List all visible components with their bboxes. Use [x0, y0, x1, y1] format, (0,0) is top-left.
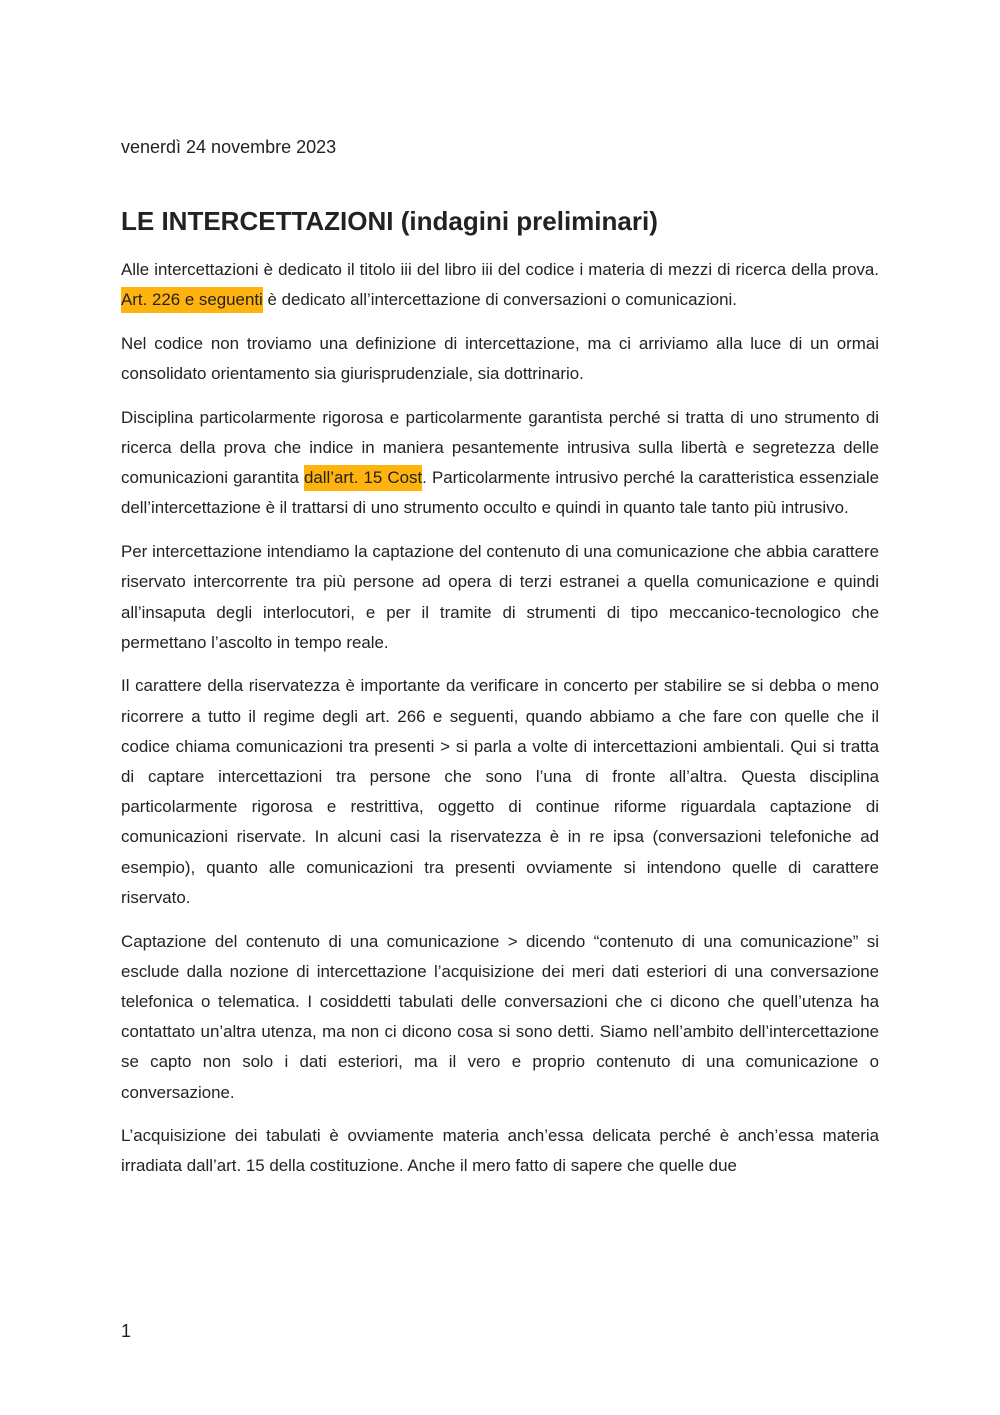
highlight-art-226: Art. 226 e seguenti: [121, 287, 263, 313]
document-title: LE INTERCETTAZIONI (indagini preliminari): [121, 206, 658, 236]
paragraph-5: Il carattere della riservatezza è importante da verificare in concerto per stabilire se si debba o meno ricorrere a tutto il regime degli art. 266 e seguenti, quando abbiamo a che fare con quelle che il codice chiama comunicazioni tra presenti > si parla a volte di intercettazioni ambientali. Qui si tratta di captare intercettazioni tra persone che sono l’una di fronte all’altra. Questa disciplina particolarmente rigorosa e restrittiva, oggetto di continue riforme riguardala captazione di comunicazioni riservate. In alcuni casi la riservatezza è in re ipsa (conversazioni telefoniche ad esempio), quanto alle comunicazioni tra presenti ovviamente si intendono quelle di carattere riservato.: [121, 676, 879, 907]
paragraph-1-text: Alle intercettazioni è dedicato il titolo iii del libro iii del codice i materia di mezzi di ricerca della prova.: [121, 260, 879, 279]
paragraph-1-text-end: è dedicato all’intercettazione di conversazioni o comunicazioni.: [262, 290, 737, 310]
document-body: [121, 255, 879, 1195]
paragraph-6: Captazione del contenuto di una comunicazione > dicendo “contenuto di una comunicazione” si esclude dalla nozione di intercettazione l’acquisizione dei meri dati esteriori di una conversazione telefonica o telematica. I cosiddetti tabulati delle conversazioni che ci dicono che quell’utenza ha contattato un’altra utenza, ma non ci dicono cosa si sono detti. Siamo nell’ambito dell’intercettazione se capto non solo i dati esteriori, ma il vero e proprio contenuto di una comunicazione o conversazione.: [121, 931, 879, 1102]
paragraph-7: L’acquisizione dei tabulati è ovviamente materia anch’essa delicata perché è anch’essa materia irradiata dall’art. 15 della costituzione. Anche il mero fatto di sapere che quelle due: [121, 1126, 879, 1176]
paragraph-3-text: Disciplina particolarmente rigorosa e particolarmente garantista perché si tratta di uno strumento di ricerca della prova che indice in maniera pesantemente intrusiva sulla libertà e segretezza delle comunicazioni garantita: [121, 407, 879, 488]
document-page: [121, 0, 879, 1415]
paragraph-2: Nel codice non troviamo una definizione di intercettazione, ma ci arriviamo alla luce di un ormai consolidato orientamento sia giurisprudenziale, sia dottrinario.: [121, 333, 879, 384]
paragraph-3: [121, 403, 879, 524]
paragraph-1: [121, 255, 879, 315]
paragraph-4: Per intercettazione intendiamo la captazione del contenuto di una comunicazione che abbia carattere riservato intercorrente tra più persone ad opera di terzi estranei a quella comunicazione e quindi all’insaputa degli interlocutori, e per il tramite di strumenti di tipo meccanico-tecnologico che permettano l’ascolto in tempo reale.: [121, 542, 879, 652]
paragraph-3-text-end: . Particolarmente intrusivo perché la caratteristica essenziale dell’intercettazione è il trattarsi di uno strumento occulto e quindi in quanto tale tanto più intrusivo.: [121, 468, 879, 518]
highlight-art-15-cost: dall’art. 15 Cost: [304, 465, 422, 491]
document-date: venerdì 24 novembre 2023: [121, 137, 337, 157]
page-number: 1: [121, 1321, 132, 1341]
